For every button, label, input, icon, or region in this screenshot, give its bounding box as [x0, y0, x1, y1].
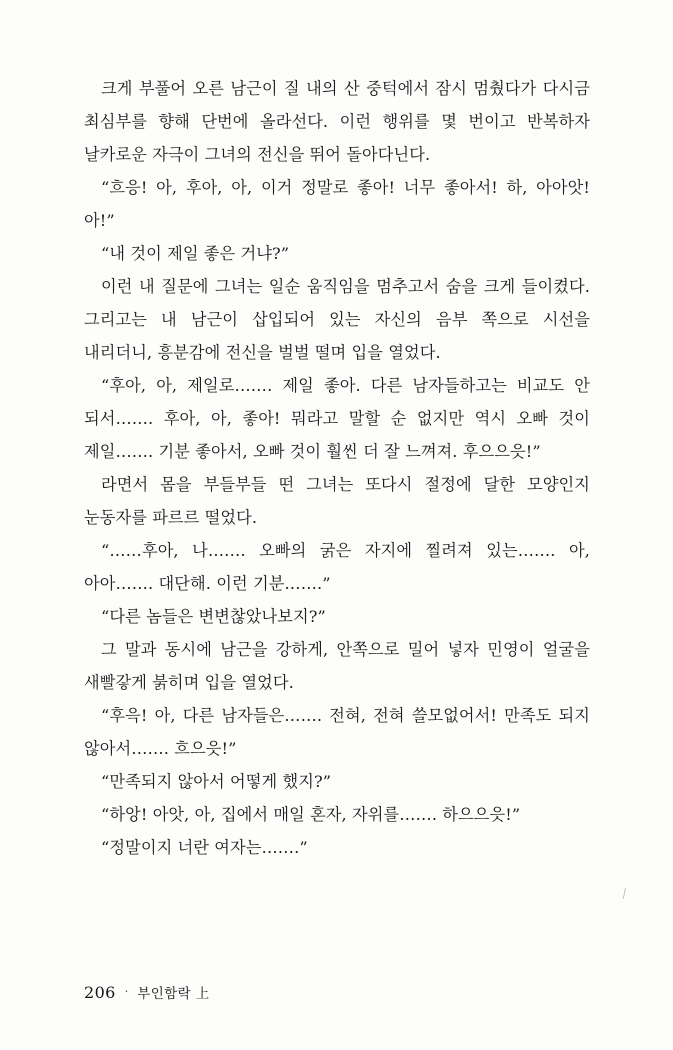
- paragraph: “내 것이 제일 좋은 거냐?”: [101, 244, 290, 263]
- paragraph: “흐응! 아, 후아, 아, 이거 정말로 좋아! 너무 좋아서! 하, 아아앗! 아!”: [84, 178, 590, 230]
- paragraph: 이런 내 질문에 그녀는 일순 움직임을 멈추고서 숨을 크게 들이켰다. 그리고는 내 남근이 삽입되어 있는 자신의 음부 쪽으로 시선을 내리더니, 흥분감에 전신을 벌벌 떨며 입을 열었다.: [84, 277, 590, 362]
- body-text-column: [84, 72, 590, 864]
- paragraph: “다른 놈들은 변변찮았나보지?”: [101, 607, 326, 626]
- page-footer: [84, 982, 210, 1002]
- paragraph: 그 말과 동시에 남근을 강하게, 안쪽으로 밀어 넣자 민영이 얼굴을 새빨갛게 붉히며 입을 열었다.: [84, 640, 590, 692]
- footer-separator: ·: [124, 985, 129, 998]
- paragraph: “만족되지 않아서 어떻게 했지?”: [101, 772, 332, 791]
- paragraph: “정말이지 너란 여자는…….”: [101, 838, 308, 857]
- paragraph: 라면서 몸을 부들부들 떤 그녀는 또다시 절정에 달한 모양인지 눈동자를 파르르 떨었다.: [84, 475, 590, 527]
- paragraph: “……후아, 나……. 오빠의 굵은 자지에 찔려져 있는……. 아, 아아……. 대단해. 이런 기분…….”: [84, 541, 590, 593]
- paragraph: 크게 부풀어 오른 남근이 질 내의 산 중턱에서 잠시 멈췄다가 다시금 최심부를 향해 단번에 올라선다. 이런 행위를 몇 번이고 반복하자 날카로운 자극이 그녀의 전신을 뛰어 돌아다닌다.: [84, 79, 590, 164]
- page-scan-artifact: [613, 886, 627, 900]
- paragraph: “후아, 아, 제일로……. 제일 좋아. 다른 남자들하고는 비교도 안 되서……. 후아, 아, 좋아! 뭐라고 말할 순 없지만 역시 오빠 것이 제일……. 기분 좋아서, 오빠 것이 훨씬 더 잘 느껴져. 후으으읏!”: [84, 376, 590, 461]
- paragraph: “하앙! 아앗, 아, 집에서 매일 혼자, 자위를……. 하으으읏!”: [101, 805, 521, 824]
- page-number: 206: [84, 983, 116, 1002]
- paragraph: “후윽! 아, 다른 남자들은……. 전혀, 전혀 쓸모없어서! 만족도 되지 않아서……. 흐으읏!”: [84, 706, 590, 758]
- book-title: 부인함락 上: [137, 986, 210, 1002]
